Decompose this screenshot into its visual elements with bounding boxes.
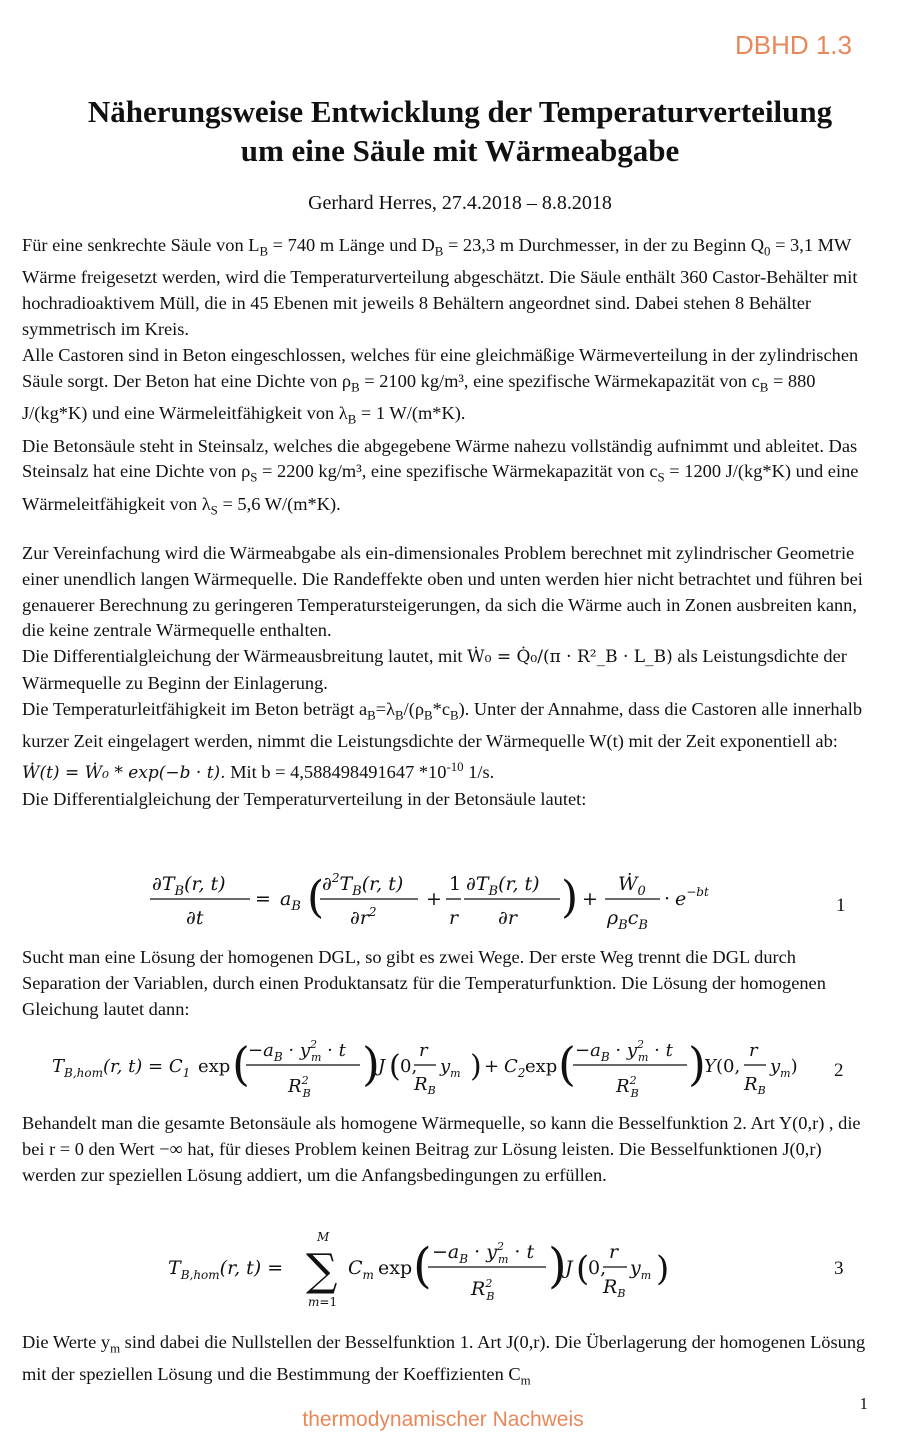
footer-caption: thermodynamischer Nachweis	[302, 1408, 584, 1431]
paragraph-3: Die Betonsäule steht in Steinsalz, welches die abgegebene Wärme nahezu vollständig aufnimmt und ableitet. Das Steinsalz hat eine Dichte von $\rho_S = 2200$ kg/m³, eine spezifische Wärmekapazität von $c_S = 1200$ J/(kg*K) und eine Wärmeleitfähigkeit von $\lambda_S = 5,6$ W/(m*K).	[22, 435, 859, 518]
svg-text:e−bt: $e^{-bt}$	[675, 885, 709, 910]
svg-text:C2: $C_2$	[504, 1056, 526, 1080]
svg-text:∑: ∑	[306, 1245, 338, 1296]
svg-text:0,: 0,	[400, 1056, 418, 1077]
svg-text:M: M	[317, 1230, 330, 1244]
bessel-block	[22, 1111, 872, 1188]
svg-text:(: (	[389, 1049, 401, 1084]
svg-text:r: r	[449, 907, 459, 929]
equation-2	[22, 1034, 802, 1104]
paragraph-6: Die Temperaturleitfähigkeit im Beton beträgt $a_B=\lambda_B/(\rho_B*c_B)$. Unter der Annahme, dass die Castoren alle innerhalb kurzer Zeit eingelagert werden, nimmt die Leistungsdichte der Wärmequelle W(t) mit der Zeit exponentiell ab: Ẇ(t) = Ẇ₀ * exp(−b · t). Mit b = 4,588498491647 $*10^{-10}$ 1/s.	[22, 698, 863, 784]
svg-text:(: (	[576, 1249, 590, 1289]
page-number: 1	[859, 1394, 868, 1413]
paragraph-8: Sucht man eine Lösung der homogenen DGL, so gibt es zwei Wege. Der erste Weg trennt die DGL durch Separation der Variablen, durch einen Produktansatz für die Temperaturfunktion. Die Lösung der homogenen Gleichung lautet dann:	[22, 947, 826, 1019]
svg-text:): )	[561, 872, 579, 923]
svg-text:∂t: ∂t	[186, 907, 204, 929]
svg-text:1: 1	[449, 873, 462, 895]
document-tag: DBHD 1.3	[734, 30, 852, 60]
document-title	[0, 92, 920, 170]
svg-text:r: r	[419, 1040, 428, 1061]
svg-text:aB: $a_B$	[280, 888, 301, 914]
svg-text:): )	[362, 1037, 380, 1091]
svg-text:Cm: $C_m$	[348, 1257, 374, 1282]
svg-text:): )	[688, 1037, 706, 1091]
author-line: Gerhard Herres, 27.4.2018 – 8.8.2018	[308, 192, 612, 214]
method-block	[22, 541, 872, 813]
svg-text:): )	[548, 1238, 567, 1294]
svg-text:R2B: $R^2$ B	[288, 1074, 311, 1100]
svg-text:·: ·	[664, 888, 671, 910]
equation-1	[150, 866, 710, 936]
equation-1-number: 1	[836, 895, 846, 916]
paragraph-7: Die Differentialgleichung der Temperaturverteilung in der Betonsäule lautet:	[22, 788, 587, 809]
svg-text:TB,hom(r, t) =: $T_{B,hom}(r$, t) =	[168, 1257, 284, 1282]
svg-text:TB,hom(r, t) = C1: $T_{B,hom}(r$, $t) = C_1$	[52, 1056, 191, 1080]
svg-text:exp: exp	[198, 1056, 231, 1077]
equation-2-number: 2	[834, 1060, 844, 1081]
svg-text:Y: Y	[704, 1056, 716, 1077]
svg-text:∂TB(r, t): $\partial T_B(r$, t)	[152, 873, 226, 899]
svg-text:=: =	[255, 888, 271, 910]
svg-text:R2B: $R^2$ B	[471, 1277, 495, 1303]
svg-text:ρBcB: $\rho_Bc_B$	[607, 907, 648, 933]
svg-text:r: r	[749, 1040, 758, 1061]
title-line-2: um eine Säule mit Wärmeabgabe	[240, 133, 680, 168]
svg-text:m=1: m=1	[308, 1295, 338, 1309]
title-line-1: Näherungsweise Entwicklung der Temperaturverteilung	[87, 94, 833, 129]
svg-text:−aB · y2m · t: $-a_B \cdot y^2$ m · t	[432, 1240, 535, 1266]
svg-text:+: +	[484, 1056, 500, 1077]
svg-text:∂2TB(r, t): $\partial^2T_B(r$, t)	[322, 871, 404, 899]
svg-text:+: +	[426, 888, 442, 910]
svg-text:RB: $R_B$	[414, 1074, 436, 1097]
svg-text:ym): $y_m$)	[770, 1056, 798, 1080]
equation-3	[160, 1224, 680, 1316]
svg-text:): )	[470, 1049, 482, 1084]
paragraph-4: Zur Vereinfachung wird die Wärmeabgabe als ein-dimensionales Problem berechnet mit zylindrischer Geometrie einer unendlich langen Wärmequelle. Die Randeffekte oben und unten werden hier nicht betrachtet und führen bei genauerer Berechnung zu geringeren Temperatursteigerungen, da sich die Wärme auch in Zonen ausbreiten kann, die keine zentrale Wärmequelle enthalten.	[22, 543, 863, 641]
svg-text:R2B: $R^2$ B	[616, 1074, 639, 1100]
svg-text:(: (	[232, 1037, 250, 1091]
svg-text:(: (	[307, 872, 325, 923]
svg-text:∂r2: $\partial r^2$	[350, 905, 377, 929]
svg-text:−aB · y2m · t: $-a_B \cdot y^2$ m · t	[575, 1038, 673, 1064]
svg-text:RB: $R_B$	[744, 1074, 766, 1097]
homogeneous-block	[22, 945, 872, 1022]
svg-text:−aB · y2m · t: $-a_B \cdot y^2$ m · t	[248, 1038, 346, 1064]
svg-text:0,: 0,	[588, 1257, 607, 1279]
svg-text:exp: exp	[378, 1257, 413, 1279]
equation-3-number: 3	[834, 1258, 844, 1279]
svg-text:(0,: (0,	[716, 1056, 741, 1077]
svg-text:(: (	[413, 1238, 432, 1294]
svg-text:Ẇ0: Ẇ$_0$	[618, 873, 646, 899]
svg-text:r: r	[609, 1241, 619, 1263]
svg-text:∂TB(r, t): $\partial T_B(r$, t)	[466, 873, 540, 899]
svg-text:RB: $R_B$	[603, 1276, 626, 1300]
svg-text:): )	[656, 1249, 670, 1289]
svg-text:ym: $y_m$	[440, 1056, 461, 1080]
svg-text:J: J	[565, 1257, 573, 1279]
svg-text:∂r: ∂r	[498, 907, 517, 929]
svg-text:ym: $y_m$	[630, 1257, 652, 1282]
svg-text:(: (	[558, 1037, 576, 1091]
paragraph-9: Behandelt man die gesamte Betonsäule als homogene Wärmequelle, so kann die Besselfunktion 2. Art Y(0,r) , die bei r = 0 den Wert −∞ hat, für dieses Problem keinen Beitrag zur Lösung leisten. Die Besselfunktionen J(0,r) werden zur speziellen Lösung addiert, um die Anfangsbedingungen zu erfüllen.	[22, 1113, 861, 1185]
paragraph-10: Die Werte $y_m$ sind dabei die Nullstellen der Besselfunktion 1. Art J(0,r). Die Überlagerung der homogenen Lösung mit der speziellen Lösung und die Bestimmung der Koeffizienten $C_m$	[22, 1332, 866, 1389]
paragraph-5: Die Differentialgleichung der Wärmeausbreitung lautet, mit Ẇ₀ = Q̇₀/(π · R²_B · L_B) als Leistungsdichte der Wärmequelle zu Beginn der Einlagerung.	[22, 646, 847, 693]
svg-text:exp: exp	[525, 1056, 558, 1077]
paragraph-2: Alle Castoren sind in Beton eingeschlossen, welches für eine gleichmäßige Wärmeverteilung in der zylindrischen Säule sorgt. Der Beton hat eine Dichte von $\rho_B = 2100$ kg/m³, eine spezifische Wärmekapazität von $c_B = 880$ J/(kg*K) und eine Wärmeleitfähigkeit von $\lambda_B = 1$ W/(m*K).	[22, 344, 859, 427]
svg-text:+: +	[582, 888, 598, 910]
formula-wt: Ẇ(t) = Ẇ₀ * exp(−b · t).	[22, 763, 226, 784]
closing-block	[22, 1330, 872, 1395]
paragraph-1: Für eine senkrechte Säule von $L_B = 740$ m Länge und $D_B = 23,3$ m Durchmesser, in der zu Beginn $Q_0 = 3,1$ MW Wärme freigesetzt werden, wird die Temperaturverteilung abgeschätzt. Die Säule enthält 360 Castor-Behälter mit hochradioaktivem Müll, die in 45 Ebenen mit jeweils 8 Behältern angeordnet sind. Dabei stehen 8 Behälter symmetrisch im Kreis.	[22, 235, 858, 340]
intro-block	[22, 233, 872, 524]
svg-text:J: J	[378, 1056, 386, 1077]
formula-w0: Ẇ₀ = Q̇₀/(π · R²_B · L_B)	[467, 647, 673, 668]
